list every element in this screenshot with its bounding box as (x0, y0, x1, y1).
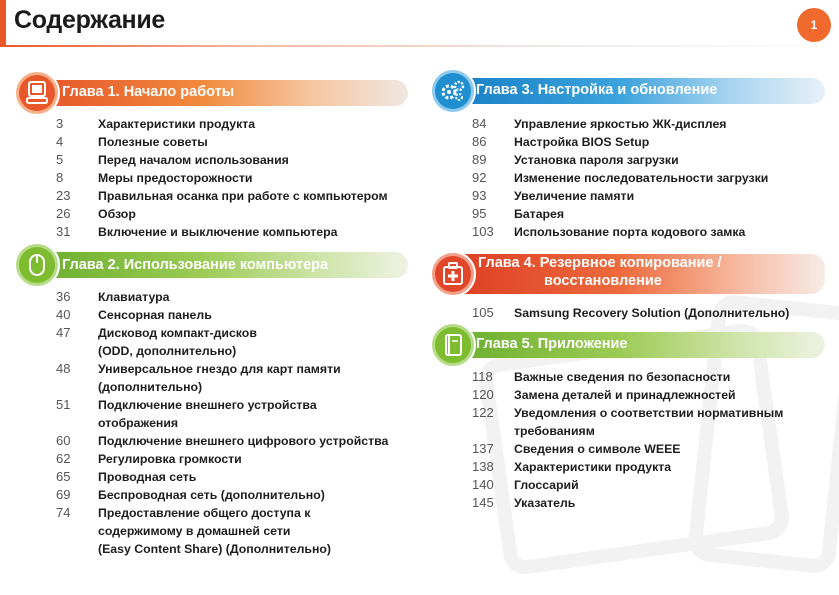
toc-entry[interactable]: 95 Батарея (472, 206, 565, 221)
toc-entry[interactable]: 26 Обзор (56, 206, 136, 221)
toc-entry[interactable]: 47 Дисковод компакт-дисков (ODD, дополнительно) (56, 325, 257, 358)
toc-entry[interactable]: 4 Полезные советы (56, 134, 208, 149)
header-divider (0, 45, 839, 47)
toc-entry[interactable]: 86 Настройка BIOS Setup (472, 134, 650, 149)
toc-entry[interactable]: 118 Важные сведения по безопасности (472, 369, 731, 384)
chapter-4-title-line1[interactable]: Глава 4. Резервное копирование / (478, 255, 722, 271)
chapter-1-entries (56, 115, 416, 241)
gears-icon (440, 79, 466, 103)
toc-entry[interactable]: 23 Правильная осанка при работе с компьютером (56, 188, 388, 203)
toc-entry[interactable]: 62 Регулировка громкости (56, 451, 242, 466)
chapter-4-icon-badge (430, 251, 476, 297)
toc-entry[interactable]: 122 Уведомления о соответствии нормативным требованиям (472, 405, 784, 438)
chapter-2-title[interactable]: Глава 2. Использование компьютера (62, 257, 329, 273)
toc-entry[interactable]: 60 Подключение внешнего цифрового устройства (56, 433, 389, 448)
toc-entry[interactable]: 69 Беспроводная сеть (дополнительно) (56, 487, 325, 502)
chapter-1-icon-badge (14, 70, 60, 116)
toc-entry[interactable]: 51 Подключение внешнего устройства отображения (56, 397, 317, 430)
chapter-2-entries (56, 288, 426, 558)
toc-entry[interactable]: 40 Сенсорная панель (56, 307, 212, 322)
toc-entry[interactable]: 93 Увеличение памяти (472, 188, 635, 203)
toc-entry[interactable]: 105 Samsung Recovery Solution (Дополнительно) (472, 305, 790, 320)
chapter-5-title[interactable]: Глава 5. Приложение (476, 336, 628, 352)
chapter-5-icon-badge (430, 322, 476, 368)
toc-entry[interactable]: 31 Включение и выключение компьютера (56, 224, 338, 239)
toc-entry[interactable]: 103 Использование порта кодового замка (472, 224, 746, 239)
chapter-4-title-line2[interactable]: восстановление (544, 273, 662, 289)
header-accent-bar (0, 0, 6, 46)
toc-entry[interactable]: 3 Характеристики продукта (56, 116, 256, 131)
toc-entry[interactable]: 140 Глоссарий (472, 477, 579, 492)
chapter-3-entries (472, 115, 832, 241)
laptop-icon (26, 81, 48, 105)
chapter-5-entries (472, 368, 832, 512)
chapter-2-icon-badge (14, 242, 60, 288)
page-title: Содержание (14, 6, 166, 34)
toc-entry[interactable]: 8 Меры предосторожности (56, 170, 253, 185)
toc-entry[interactable]: 137 Сведения о символе WEEE (472, 441, 681, 456)
toc-entry[interactable]: 92 Изменение последовательности загрузки (472, 170, 769, 185)
toc-entry[interactable]: 89 Установка пароля загрузки (472, 152, 679, 167)
toc-entry[interactable]: 74 Предоставление общего доступа к содержимому в домашней сети (Easy Content Share) (Дополнительно) (56, 505, 331, 556)
mouse-icon (28, 253, 46, 277)
chapter-4-entries (472, 304, 832, 322)
toc-entry[interactable]: 36 Клавиатура (56, 289, 170, 304)
toc-entry[interactable]: 48 Универсальное гнездо для карт памяти (дополнительно) (56, 361, 341, 394)
toc-entry[interactable]: 145 Указатель (472, 495, 576, 510)
chapter-1-title[interactable]: Глава 1. Начало работы (62, 84, 235, 100)
page-number-badge: 1 (797, 8, 831, 42)
chapter-3-icon-badge (430, 68, 476, 114)
first-aid-icon (442, 262, 464, 286)
book-icon (443, 333, 463, 357)
toc-entry[interactable]: 65 Проводная сеть (56, 469, 197, 484)
toc-entry[interactable]: 138 Характеристики продукта (472, 459, 672, 474)
toc-entry[interactable]: 5 Перед началом использования (56, 152, 289, 167)
toc-entry[interactable]: 84 Управление яркостью ЖК-дисплея (472, 116, 727, 131)
chapter-3-title[interactable]: Глава 3. Настройка и обновление (476, 82, 718, 98)
toc-entry[interactable]: 120 Замена деталей и принадлежностей (472, 387, 736, 402)
